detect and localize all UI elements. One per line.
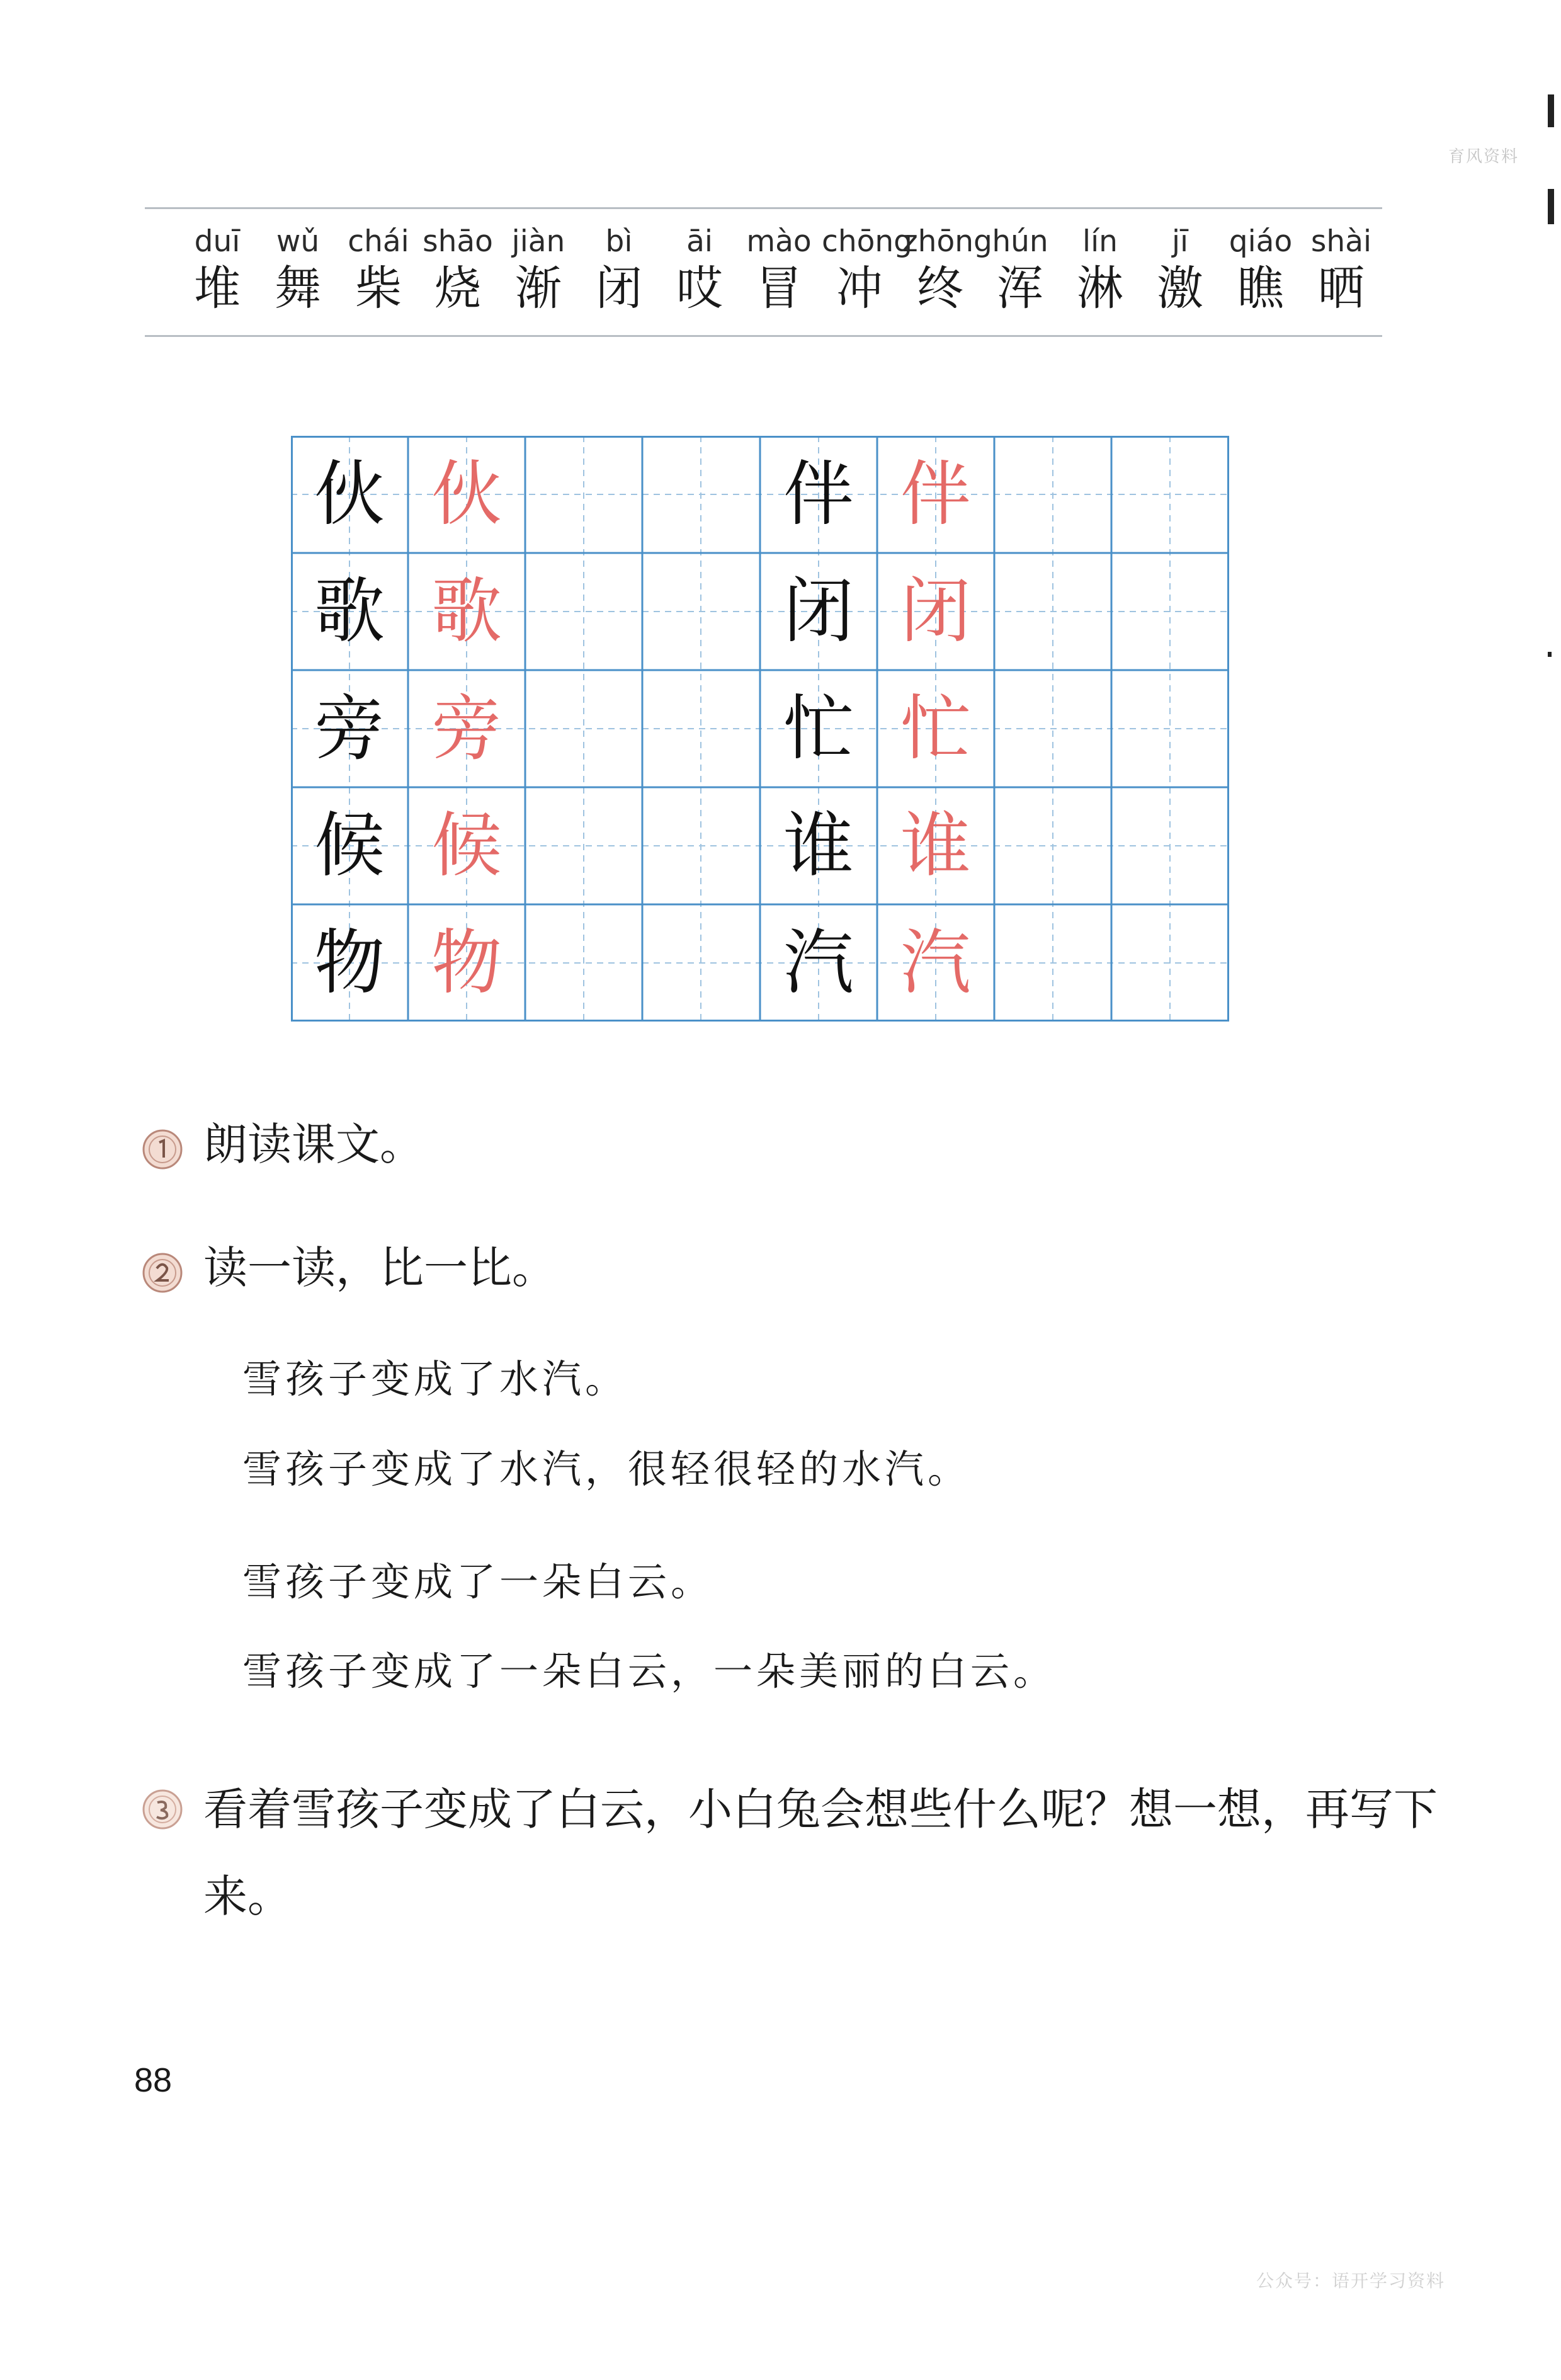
pinyin: shài [1310, 224, 1372, 259]
pinyin: āi [686, 224, 713, 259]
sentence-2: 雪孩子变成了水汽，很轻很轻的水汽。 [242, 1446, 971, 1492]
pinyin: jī [1171, 224, 1189, 259]
vocab-item [341, 209, 416, 316]
model-character: 物 [314, 922, 385, 1004]
pinyin: shāo [423, 224, 493, 259]
model-character: 候 [314, 805, 385, 887]
exercise-3-text: 看着雪孩子变成了白云，小白兔会想些什么呢？想一想，再写下来。 [203, 1784, 1438, 1922]
trace-character: 物 [431, 922, 502, 1004]
trace-character: 伴 [900, 453, 971, 535]
exercise-3 [142, 1782, 1438, 1940]
vocab-character: 瞧 [1237, 261, 1284, 316]
vocab-item [902, 209, 992, 316]
vocab-character: 哎 [676, 261, 723, 316]
pinyin: mào [746, 224, 812, 259]
trace-character: 旁 [431, 688, 502, 770]
vocab-item [1223, 209, 1298, 316]
vocab-item [662, 209, 737, 316]
vocab-character: 冲 [836, 261, 883, 316]
vocab-item [581, 209, 657, 316]
model-character: 忙 [783, 688, 854, 770]
writing-grid [291, 436, 1229, 1022]
vocab-character: 堆 [194, 261, 241, 316]
trace-character: 候 [431, 805, 502, 887]
vocab-character: 淋 [1077, 261, 1123, 316]
pinyin: bì [605, 224, 633, 259]
pinyin: chōng [822, 224, 913, 259]
sentence-4: 雪孩子变成了一朵白云，一朵美丽的白云。 [242, 1648, 1057, 1694]
pinyin: wǔ [276, 224, 320, 259]
model-character: 闭 [783, 571, 854, 652]
vocab-item [420, 209, 496, 316]
edge-mark-1 [1548, 94, 1554, 127]
pinyin: hún [992, 224, 1048, 259]
exercise-1 [142, 1119, 424, 1170]
vocab-character: 冒 [756, 261, 802, 316]
trace-character: 忙 [900, 688, 971, 770]
exercise-1-text: 朗读课文。 [203, 1119, 424, 1170]
vocab-character: 浑 [997, 261, 1043, 316]
trace-character: 汽 [900, 922, 971, 1004]
sentence-1: 雪孩子变成了水汽。 [242, 1356, 628, 1402]
trace-character: 歌 [431, 571, 502, 652]
pinyin: duī [194, 224, 241, 259]
pinyin: qiáo [1229, 224, 1293, 259]
page-number: 88 [134, 2061, 173, 2099]
exercise-3-icon [142, 1789, 183, 1830]
model-character: 汽 [783, 922, 854, 1004]
vocab-character: 渐 [515, 261, 562, 316]
vocab-character: 终 [917, 261, 963, 316]
pinyin: jiàn [511, 224, 565, 259]
vocab-character: 舞 [275, 261, 321, 316]
exercise-2-text: 读一读，比一比。 [203, 1242, 556, 1294]
exercise-1-icon [142, 1129, 183, 1170]
vocab-item [179, 209, 255, 316]
vocab-item [501, 209, 576, 316]
watermark-top: 育风资料 [1448, 147, 1519, 166]
vocabulary-band [145, 207, 1382, 337]
vocab-item [982, 209, 1058, 316]
vocab-item [1062, 209, 1138, 316]
model-character: 谁 [783, 805, 854, 887]
edge-mark-2 [1548, 189, 1554, 224]
trace-character: 闭 [900, 571, 971, 652]
trace-character: 伙 [431, 453, 502, 535]
model-character: 歌 [314, 571, 385, 652]
vocab-character: 晒 [1318, 261, 1365, 316]
edge-mark-3 [1548, 652, 1552, 657]
exercise-2 [142, 1242, 556, 1294]
vocab-character: 烧 [434, 261, 481, 316]
pinyin: zhōng [902, 224, 992, 259]
sentence-3: 雪孩子变成了一朵白云。 [242, 1559, 714, 1605]
vocab-character: 激 [1157, 261, 1203, 316]
vocab-item [1142, 209, 1218, 316]
vocab-character: 柴 [355, 261, 402, 316]
model-character: 伴 [783, 453, 854, 535]
vocab-character: 闭 [596, 261, 642, 316]
model-character: 旁 [314, 688, 385, 770]
vocab-item [741, 209, 817, 316]
exercise-2-icon [142, 1252, 183, 1294]
model-character: 伙 [314, 453, 385, 535]
vocab-item [822, 209, 913, 316]
trace-character: 谁 [900, 805, 971, 887]
pinyin: lín [1082, 224, 1118, 259]
vocab-item [1303, 209, 1379, 316]
watermark-bottom: 公众号：语开学习资料 [1256, 2270, 1446, 2291]
pinyin: chái [348, 224, 409, 259]
vocab-item [260, 209, 336, 316]
